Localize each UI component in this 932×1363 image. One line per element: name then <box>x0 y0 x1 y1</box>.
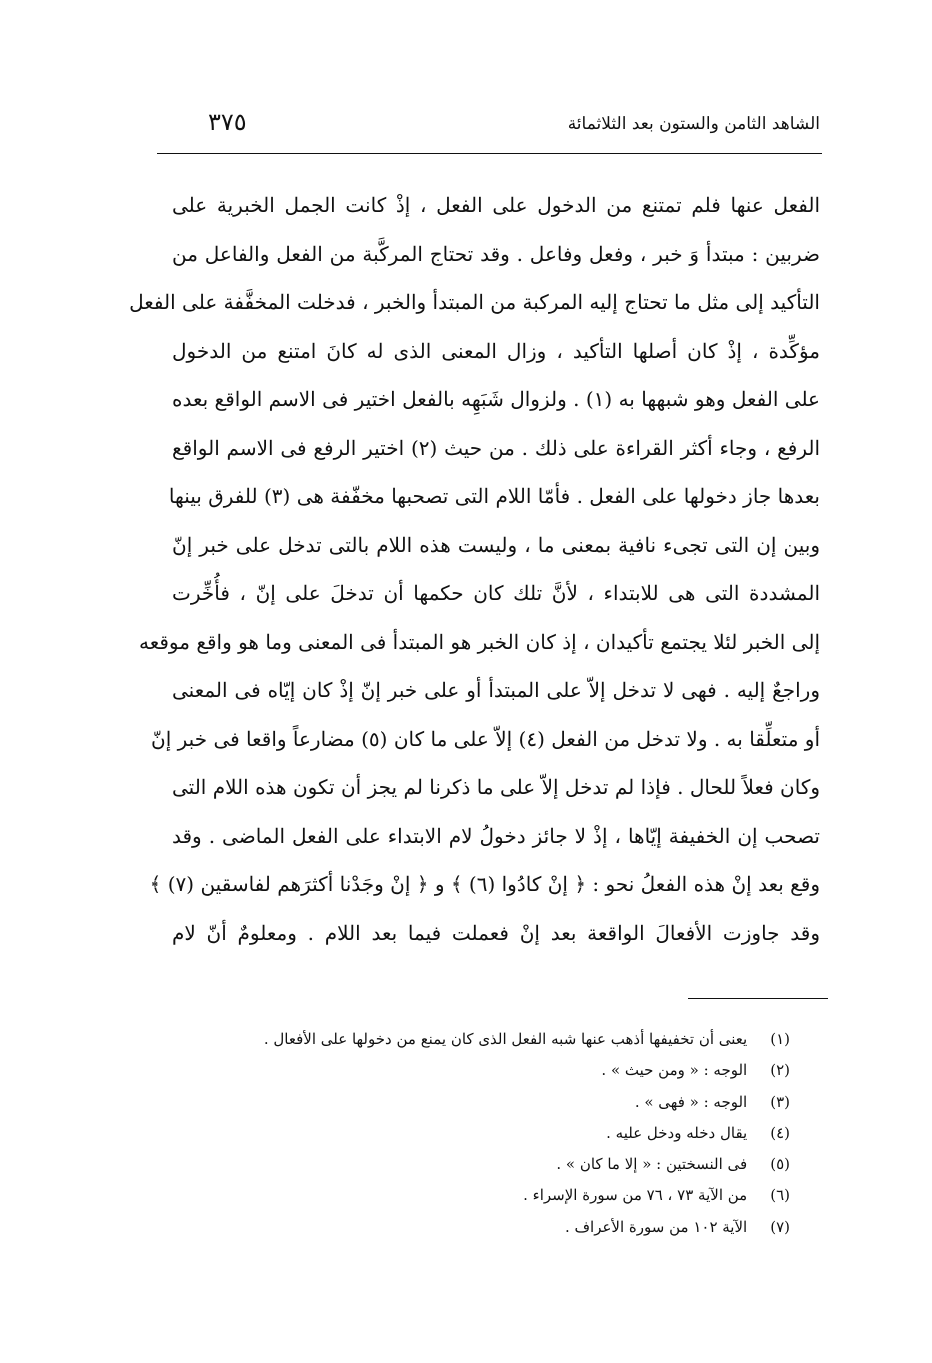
text-line: التأكيد إلى مثل ما تحتاج إليه المركبة من المبتدأ والخبر ، فدخلت المخفَّفة على الفعل <box>129 290 820 314</box>
main-text <box>129 181 821 957</box>
text-line: وكان فعلاً للحال . فإذا لم تدخل إلاّ على ما ذكرنا لم يجز أن تكون هذه اللام التى <box>172 775 820 799</box>
footnote-number: (١) <box>770 1030 790 1048</box>
text-line: بعدها جاز دخولها على الفعل . فأمّا اللام التى تصحبها مخفّفة هى (٣) للفرق بينها <box>168 484 820 508</box>
footnote-text: يعنى أن تخفيفها أذهب عنها شبه الفعل الذى كان يمنع من دخولها على الأفعال . <box>263 1030 748 1048</box>
footnotes <box>200 1024 790 1243</box>
footnote-text: من الآية ٧٣ ، ٧٦ من سورة الإسراء . <box>523 1186 748 1205</box>
text-line: الرفع ، وجاء أكثر القراءة على ذلك . من حيث (٢) اختير الرفع فى الاسم الواقع <box>172 435 821 460</box>
footnote-number: (٣) <box>770 1092 790 1111</box>
footnote <box>200 1212 790 1243</box>
text-line: وراجعٌ إليه . فهى لا تدخل إلاّ على المبتدأ أو على خبر إنّ إذْ كان إيّاه فى المعنى <box>172 678 820 702</box>
text-line: وبين إن التى تجىء نافية بمعنى ما ، وليست هذه اللام بالتى تدخل على خبر إنّ <box>172 532 820 557</box>
text-line: وقد جاوزت الأفعالَ الواقعة بعد إنْ فعملت فيما بعد اللام . ومعلومٌ أنّ لام <box>172 920 820 945</box>
text-line: الفعل عنها فلم تمتنع من الدخول على الفعل ، إذْ كانت الجمل الخبرية على <box>172 193 821 217</box>
footnote <box>200 1118 790 1149</box>
running-title: الشاهد الثامن والستون بعد الثلاثمائة <box>567 114 820 134</box>
footnote <box>200 1180 790 1211</box>
text-line: مؤكِّدة ، إذْ كان أصلها التأكيد ، وزال المعنى الذى له كانَ امتنع من الدخول <box>172 338 820 363</box>
text-line: أو متعلِّقا به . ولا تدخل من الفعل (٤) إلاّ على ما كان (٥) مضارعاً واقعا فى خبر إنّ <box>151 726 820 751</box>
page-number: ٣٧٥ <box>208 108 247 136</box>
text-line: ضربين : مبتدأ وَ خبر ، وفعل وفاعل . وقد تحتاج المركَّبة من الفعل والفاعل من <box>172 241 820 266</box>
footnote-number: (٢) <box>770 1061 790 1080</box>
footnote-text: يقال دخله ودخل عليه . <box>606 1123 748 1142</box>
footnote-number: (٥) <box>770 1155 790 1174</box>
text-line: على الفعل وهو شبهها به (١) . ولزوال شَبَهِه بالفعل اختير فى الاسم الواقع بعده <box>172 387 820 411</box>
footnote-number: (٦) <box>770 1186 790 1205</box>
footnote-number: (٧) <box>770 1217 790 1236</box>
running-header <box>160 108 820 148</box>
footnote-text: فى النسختين : « إلا ما كان » . <box>556 1155 748 1174</box>
text-line: وقع بعد إنْ هذه الفعلُ نحو : ﴿ إنْ كادُوا (٦) ﴾ و ﴿ إنْ وجَدْنا أكثرَهم لفاسقين (٧) ﴾ <box>149 872 820 896</box>
footnote-separator <box>688 998 828 999</box>
text-line: تصحب إن الخفيفة إيّاها ، إذْ لا جائز دخولُ لام الابتداء على الفعل الماضى . وقد <box>172 823 820 848</box>
footnote <box>200 1149 790 1180</box>
footnote-text: الوجه : « فهى » . <box>634 1092 748 1111</box>
footnote-text: الآية ١٠٢ من سورة الأعراف . <box>564 1217 748 1236</box>
header-rule <box>157 153 822 154</box>
footnote <box>200 1055 790 1086</box>
footnote <box>200 1087 790 1118</box>
text-line: المشددة التى هى للابتداء ، لأنَّ تلك كان حكمها أن تدخلَ على إنّ ، فأُخِّرت <box>172 581 820 605</box>
footnote-number: (٤) <box>770 1123 790 1142</box>
footnote-text: الوجه : « ومن حيث » . <box>601 1061 748 1080</box>
footnote <box>200 1024 790 1055</box>
text-line: إلى الخبر لئلا يجتمع تأكيدان ، إذ كان الخبر هو المبتدأ فى المعنى وما هو واقع موقعه <box>138 629 820 654</box>
